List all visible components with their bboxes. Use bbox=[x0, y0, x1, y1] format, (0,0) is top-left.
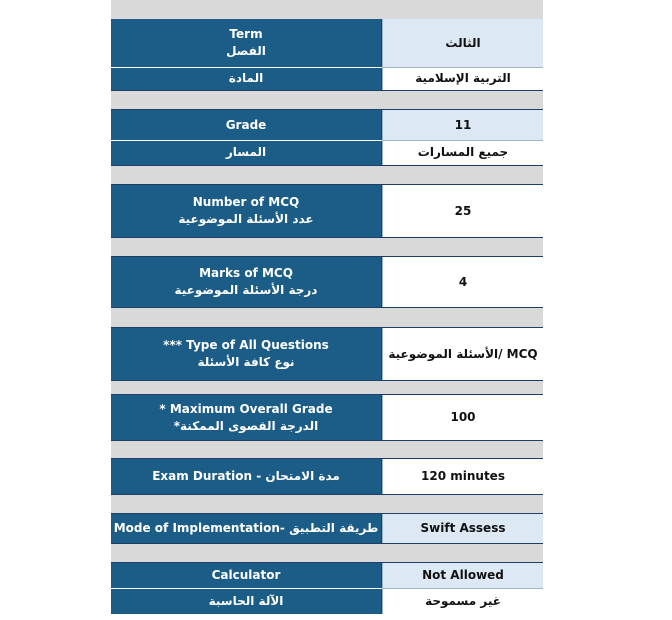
max-grade-value-cell bbox=[382, 395, 543, 440]
section-gap bbox=[111, 494, 543, 514]
question-type-label-ar: نوع كافة الأسئلة bbox=[197, 355, 295, 369]
max-grade-label-en: * Maximum Overall Grade bbox=[159, 401, 333, 416]
calculator-value-en: Not Allowed bbox=[422, 568, 504, 582]
mcq-marks-value: 4 bbox=[458, 274, 468, 289]
implementation-label-cell bbox=[111, 514, 382, 543]
mcq-marks-row bbox=[111, 257, 543, 307]
max-grade-value: 100 bbox=[450, 410, 476, 424]
mcq-count-row bbox=[111, 185, 543, 237]
subject-value: التربية الإسلامية bbox=[415, 71, 511, 85]
row-divider bbox=[111, 140, 382, 141]
term-label-ar: الفصل bbox=[226, 44, 266, 58]
question-type-value-cell bbox=[382, 328, 543, 380]
grade-value: 11 bbox=[454, 117, 472, 132]
calculator-label-en: Calculator bbox=[211, 568, 281, 582]
implementation-value-cell bbox=[382, 514, 543, 543]
mcq-marks-label-ar: درجة الأسئلة الموضوعية bbox=[174, 283, 318, 297]
implementation-row bbox=[111, 514, 543, 543]
section-gap bbox=[111, 307, 543, 328]
question-type-label-en: *** Type of All Questions bbox=[163, 338, 329, 352]
mcq-marks-label-en: Marks of MCQ bbox=[199, 266, 293, 280]
term-value-cell bbox=[382, 19, 543, 67]
grade-label-cell bbox=[111, 110, 382, 140]
mcq-count-label-en: Number of MCQ bbox=[192, 195, 300, 209]
track-value-cell bbox=[382, 140, 543, 165]
section-gap bbox=[111, 440, 543, 459]
implementation-value: Swift Assess bbox=[420, 521, 506, 535]
row-divider bbox=[111, 588, 382, 589]
question-type-value: الأسئلة الموضوعية/ MCQ bbox=[388, 346, 538, 361]
calculator-value-en-cell bbox=[382, 563, 543, 588]
calculator-label-ar: الآلة الحاسبة bbox=[208, 593, 284, 608]
term-subject-block bbox=[111, 19, 543, 90]
max-grade-row bbox=[111, 395, 543, 440]
question-type-label-cell bbox=[111, 328, 382, 380]
max-grade-label-ar: *الدرجة القصوى الممكنة bbox=[173, 418, 319, 433]
term-label-en: Term bbox=[229, 27, 263, 41]
duration-label-cell bbox=[111, 459, 382, 494]
calculator-label-en-cell bbox=[111, 563, 382, 588]
mcq-count-value: 25 bbox=[454, 203, 472, 218]
duration-row bbox=[111, 459, 543, 494]
mcq-count-value-cell bbox=[382, 185, 543, 237]
calculator-value-ar-cell bbox=[382, 588, 543, 614]
implementation-label: Mode of Implementation- طريقة التطبيق bbox=[113, 521, 379, 535]
term-label-cell bbox=[111, 19, 382, 67]
duration-value: 120 minutes bbox=[421, 469, 505, 483]
subject-label-ar: المادة bbox=[228, 71, 264, 85]
calculator-label-ar-cell bbox=[111, 588, 382, 614]
question-type-row bbox=[111, 328, 543, 380]
grade-value-cell bbox=[382, 110, 543, 140]
track-value: جميع المسارات bbox=[417, 145, 509, 159]
subject-value-cell bbox=[382, 67, 543, 90]
section-gap bbox=[111, 237, 543, 257]
mcq-count-label-cell bbox=[111, 185, 382, 237]
max-grade-label-cell bbox=[111, 395, 382, 440]
calculator-value-ar: غير مسموحة bbox=[425, 593, 501, 608]
duration-label: Exam Duration - مدة الامتحان bbox=[152, 469, 340, 483]
section-gap bbox=[111, 90, 543, 110]
track-label-ar: المسار bbox=[225, 145, 267, 159]
grade-label-en: Grade bbox=[225, 117, 267, 132]
subject-label-cell bbox=[111, 67, 382, 90]
mcq-marks-label-cell bbox=[111, 257, 382, 307]
calculator-block bbox=[111, 563, 543, 614]
mcq-marks-value-cell bbox=[382, 257, 543, 307]
grade-track-block bbox=[111, 110, 543, 165]
term-value: الثالث bbox=[445, 35, 481, 50]
mcq-count-label-ar: عدد الأسئلة الموضوعية bbox=[178, 212, 314, 226]
track-label-cell bbox=[111, 140, 382, 165]
section-gap bbox=[111, 380, 543, 395]
duration-value-cell bbox=[382, 459, 543, 494]
row-divider bbox=[111, 67, 382, 68]
section-gap bbox=[111, 543, 543, 563]
section-gap bbox=[111, 165, 543, 185]
section-gap bbox=[111, 0, 543, 20]
